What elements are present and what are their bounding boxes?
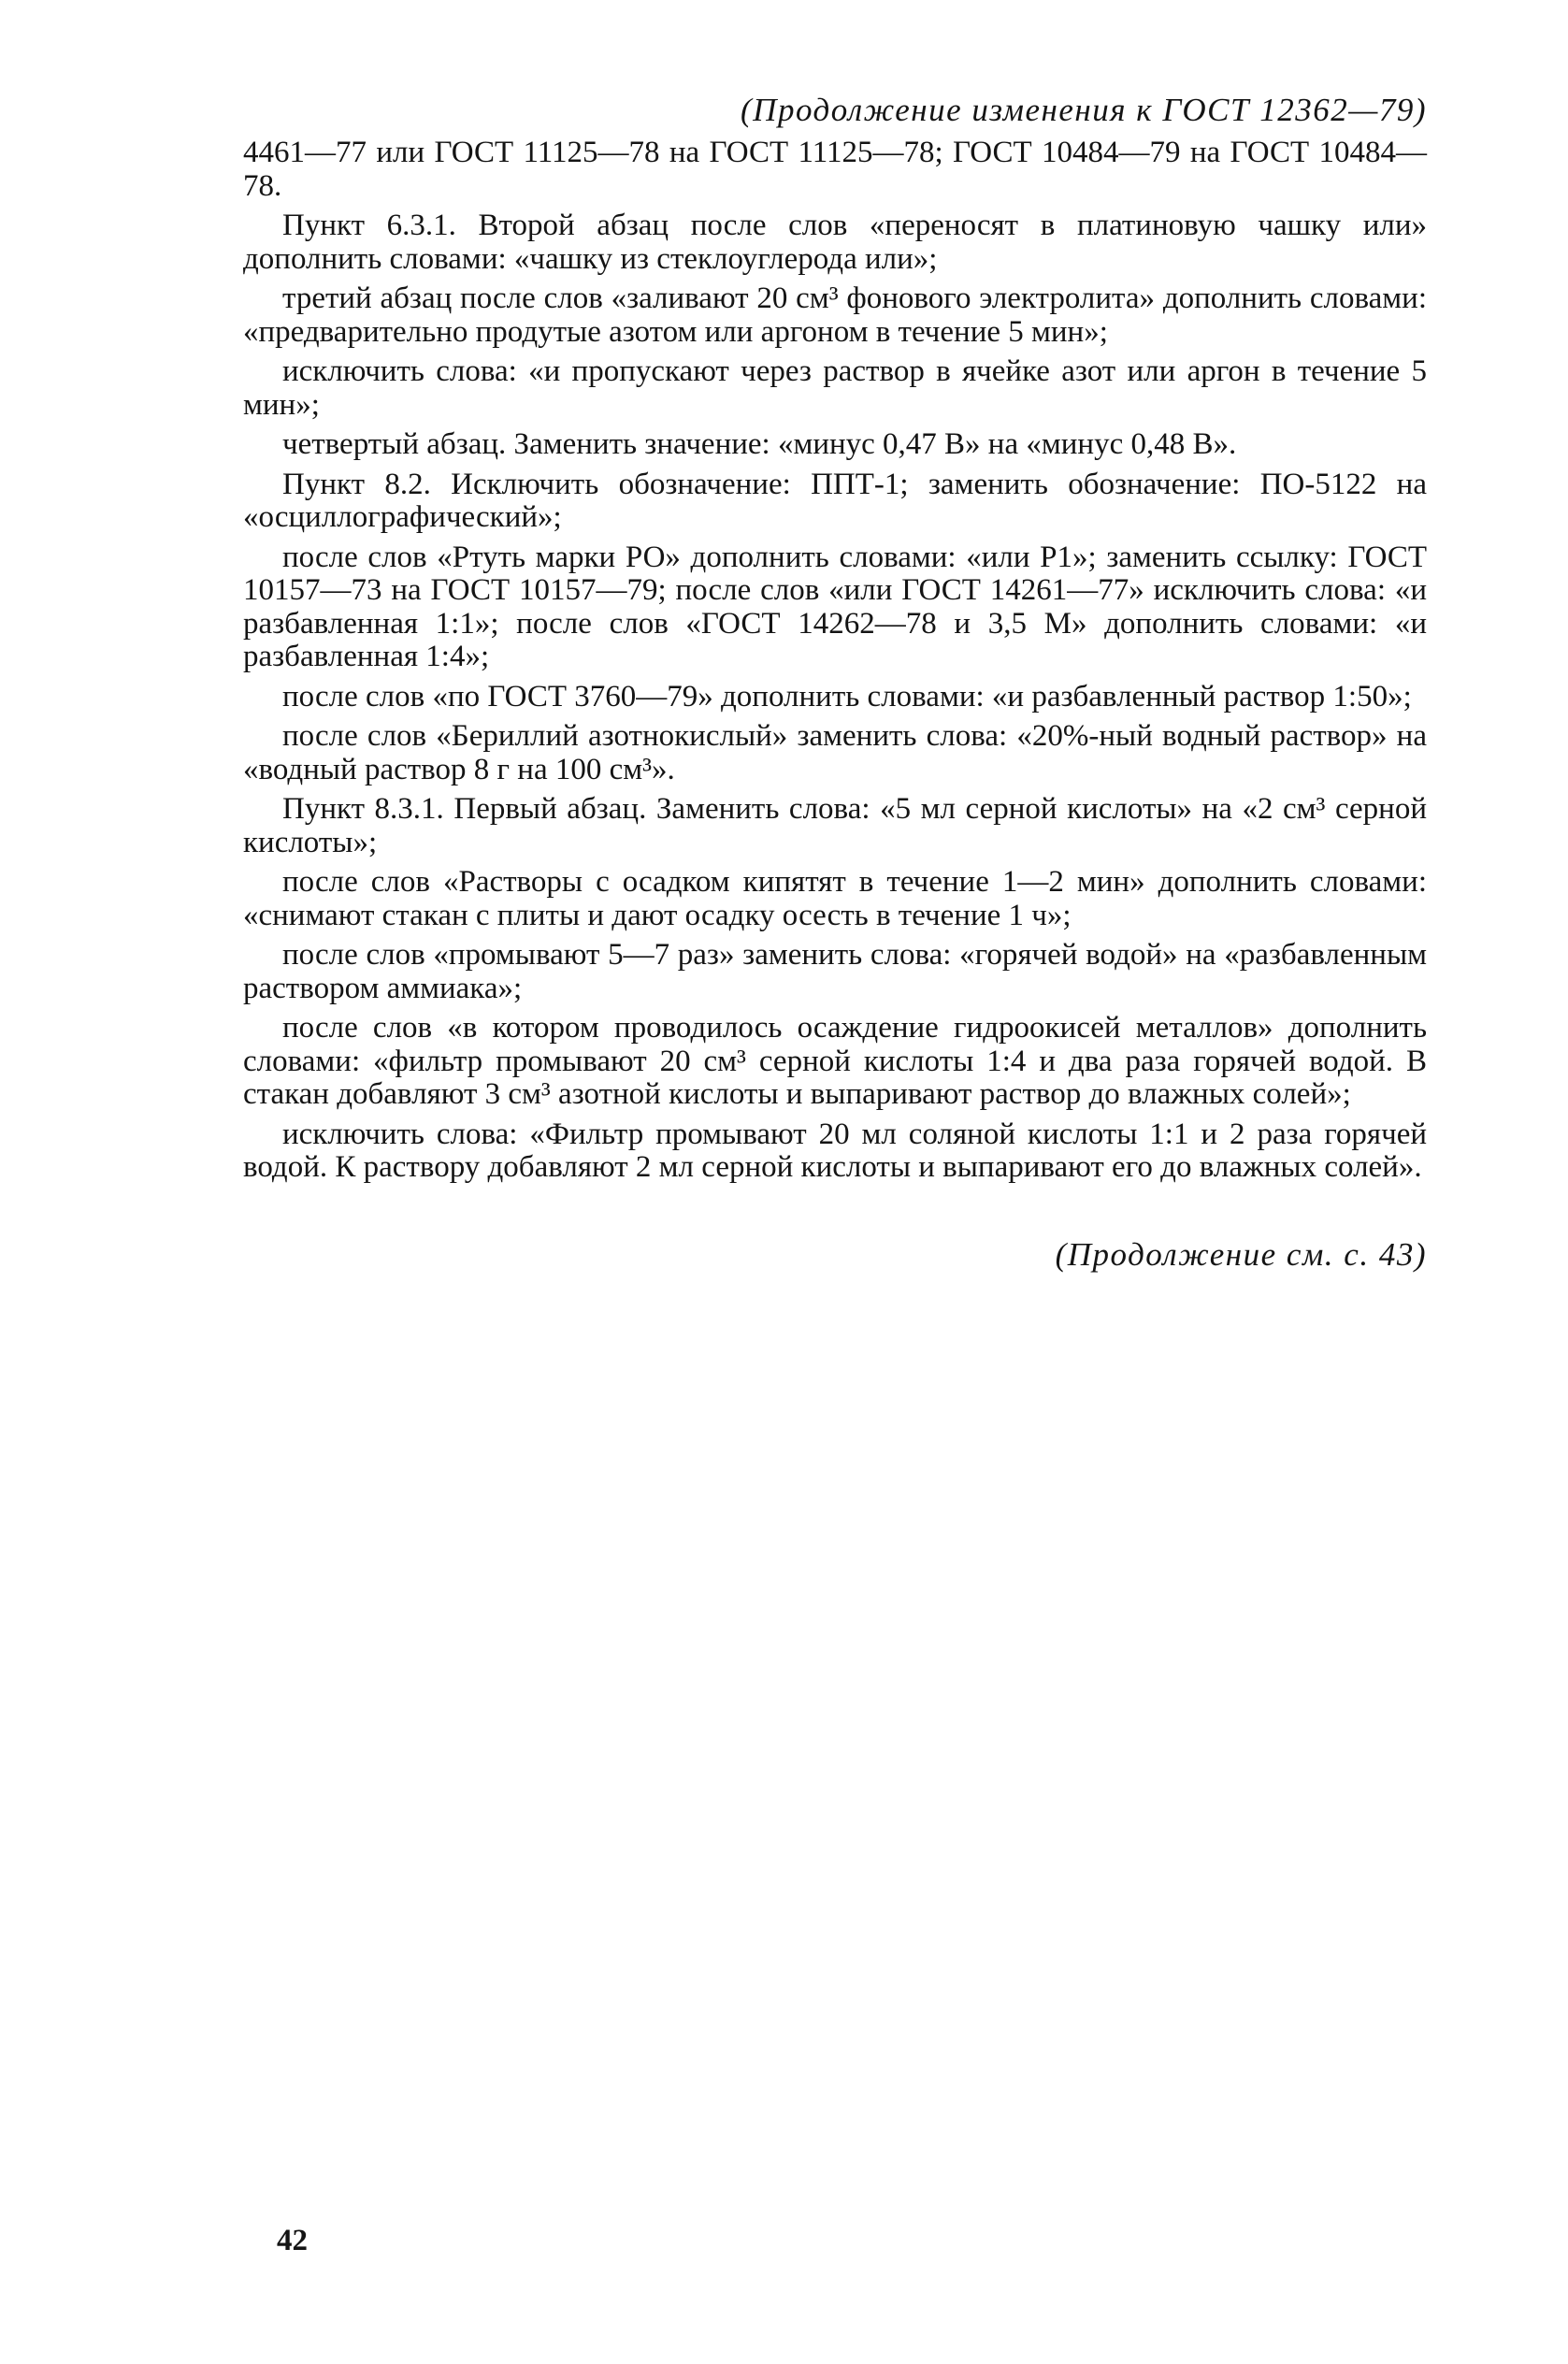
paragraph-5: четвертый абзац. Заменить значение: «минус 0,47 В» на «минус 0,48 В».: [282, 427, 1237, 461]
continuation-footer: (Продолжение см. с. 43): [1055, 1236, 1427, 1273]
document-body: [243, 137, 1427, 1191]
continuation-header: (Продолжение изменения к ГОСТ 12362—79): [741, 92, 1427, 128]
paragraph-6: Пункт 8.2. Исключить обозначение: ППТ-1; заменить обозначение: ПО-5122 на «осциллографический»;: [243, 467, 1427, 534]
page-number: 42: [277, 2224, 308, 2257]
paragraph-14: исключить слова: «Фильтр промывают 20 мл соляной кислоты 1:1 и 2 раза горячей водой. К раствору добавляют 2 мл серной кислоты и выпаривают его до влажных солей».: [243, 1117, 1427, 1184]
paragraph-1: 4461—77 или ГОСТ 11125—78 на ГОСТ 11125—78; ГОСТ 10484—79 на ГОСТ 10484—78.: [243, 136, 1427, 203]
paragraph-8: после слов «по ГОСТ 3760—79» дополнить словами: «и разбавленный раствор 1:50»;: [282, 679, 1412, 714]
paragraph-10: Пункт 8.3.1. Первый абзац. Заменить слова: «5 мл серной кислоты» на «2 см³ серной кислоты»;: [243, 792, 1427, 859]
paragraph-12: после слов «промывают 5—7 раз» заменить слова: «горячей водой» на «разбавленным раствором аммиака»;: [243, 938, 1427, 1005]
paragraph-9: после слов «Бериллий азотнокислый» заменить слова: «20%-ный водный раствор» на «водный раствор 8 г на 100 см³».: [243, 719, 1427, 786]
paragraph-13: после слов «в котором проводилось осаждение гидроокисей металлов» дополнить словами: «фильтр промывают 20 см³ серной кислоты 1:4 и два раза горячей водой. В стакан добавляют 3 см³ азотной кислоты и выпаривают раствор до влажных солей»;: [243, 1011, 1427, 1111]
paragraph-3: третий абзац после слов «заливают 20 см³ фонового электролита» дополнить словами: «предварительно продутые азотом или аргоном в течение 5 мин»;: [243, 281, 1427, 349]
paragraph-7: после слов «Ртуть марки РО» дополнить словами: «или Р1»; заменить ссылку: ГОСТ 10157—73 на ГОСТ 10157—79; после слов «или ГОСТ 14261—77» исключить слова: «и разбавленная 1:1»; после слов «ГОСТ 14262—78 и 3,5 М» дополнить словами: «и разбавленная 1:4»;: [243, 540, 1427, 673]
paragraph-2: Пункт 6.3.1. Второй абзац после слов «переносят в платиновую чашку или» дополнить словами: «чашку из стеклоуглерода или»;: [243, 209, 1427, 276]
paragraph-4: исключить слова: «и пропускают через раствор в ячейке азот или аргон в течение 5 мин»;: [243, 354, 1427, 422]
paragraph-11: после слов «Растворы с осадком кипятят в течение 1—2 мин» дополнить словами: «снимают стакан с плиты и дают осадку осесть в течение 1 ч»;: [243, 865, 1427, 932]
